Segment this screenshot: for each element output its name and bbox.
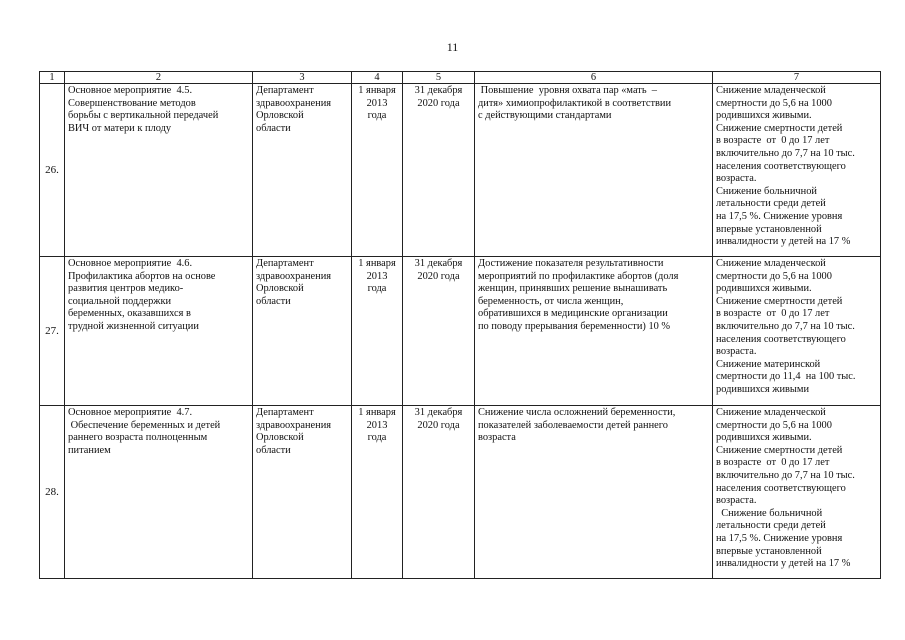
event-line: Совершенствование методов [68,97,196,109]
indicator-line: Снижение младенческой [716,407,826,418]
result-line: дитя» химиопрофилактикой в соответствии [478,97,672,109]
end-line: 2020 года [417,419,460,431]
event-line: социальной поддержки [68,295,172,307]
indicator-line: Снижение больничной [716,507,823,519]
end-line: 31 декабря [414,258,463,269]
indicator-line: родившихся живыми. [716,283,812,295]
indicator-line: Снижение смертности детей [716,444,843,456]
end-line: 2020 года [417,97,460,109]
executor-line: здравоохранения [256,270,332,282]
result-cell [475,406,713,579]
indicator-line: родившихся живыми. [716,110,812,122]
result-line: Повышение уровня охвата пар «мать – [478,85,657,96]
result-line: с действующими стандартами [478,110,612,122]
start-date-cell [352,257,403,406]
result-line: Достижение показателя результативности [478,258,664,269]
indicator-line: включительно до 7,7 на 10 тыс. [716,320,855,332]
event-line: Основное мероприятие 4.5. [68,85,193,96]
indicators-cell [713,406,881,579]
indicator-line: впервые установленной [716,223,822,235]
executor-line: Орловской [256,110,304,122]
indicator-line: Снижение младенческой [716,85,826,96]
executor-line: Департамент [256,258,314,269]
header-cell: 1 [40,72,65,84]
indicator-line: включительно до 7,7 на 10 тыс. [716,469,855,481]
indicators-cell [713,84,881,257]
result-cell [475,84,713,257]
indicator-line: на 17,5 %. Снижение уровня [716,210,843,222]
event-line: ВИЧ от матери к плоду [68,122,172,134]
header-row [40,72,881,84]
end-date-cell [403,406,475,579]
executor-line: Департамент [256,85,314,96]
indicator-line: родившихся живыми [716,383,810,395]
program-table [39,71,881,579]
indicator-line: включительно до 7,7 на 10 тыс. [716,147,855,159]
end-line: 31 декабря [414,407,463,418]
indicator-line: в возрасте от 0 до 17 лет [716,457,830,469]
indicator-line: населения соответствующего [716,160,846,172]
indicator-line: Снижение больничной [716,185,817,197]
row-number: 27. [40,257,65,406]
start-line: 2013 [366,97,388,109]
executor-cell [253,406,352,579]
indicator-line: возраста. [716,173,757,185]
executor-line: здравоохранения [256,97,332,109]
start-line: 1 января [358,258,396,269]
end-date-cell [403,257,475,406]
executor-line: Орловской [256,432,304,444]
header-cell: 7 [713,72,881,84]
result-cell [475,257,713,406]
header-cell: 5 [403,72,475,84]
indicator-line: смертности до 5,6 на 1000 [716,419,832,431]
executor-line: Орловской [256,283,304,295]
start-line: года [367,283,387,295]
result-line: женщин, принявших решение вынашивать [478,283,668,295]
end-line: 2020 года [417,270,460,282]
row-number: 26. [40,84,65,257]
event-line: развития центров медико- [68,283,184,295]
event-line: трудной жизненной ситуации [68,320,199,332]
indicator-line: летальности среди детей [716,198,826,210]
event-cell [65,406,253,579]
start-line: 1 января [358,407,396,418]
executor-line: области [256,122,291,134]
start-line: 2013 [366,270,388,282]
executor-cell [253,257,352,406]
event-line: Основное мероприятие 4.6. [68,258,193,269]
header-cell: 2 [65,72,253,84]
result-line: показателей заболеваемости детей раннего [478,419,668,431]
indicator-line: Снижение смертности детей [716,295,843,307]
indicator-line: населения соответствующего [716,333,846,345]
indicators-cell [713,257,881,406]
event-line: беременных, оказавшихся в [68,308,191,320]
event-line: раннего возраста полноценным [68,432,208,444]
table-row [40,406,881,579]
executor-line: Департамент [256,407,314,418]
event-cell [65,84,253,257]
indicator-line: населения соответствующего [716,482,846,494]
indicator-line: инвалидности у детей на 17 % [716,236,851,248]
start-line: года [367,110,387,122]
result-line: мероприятий по профилактике абортов (доля [478,270,679,282]
event-line: Основное мероприятие 4.7. [68,407,193,418]
row-number: 28. [40,406,65,579]
result-line: по поводу прерывания беременности) 10 % [478,320,671,332]
indicator-line: впервые установленной [716,545,822,557]
indicator-line: родившихся живыми. [716,432,812,444]
executor-line: здравоохранения [256,419,332,431]
start-line: 1 января [358,85,396,96]
start-date-cell [352,84,403,257]
indicator-line: смертности до 5,6 на 1000 [716,97,832,109]
end-line: 31 декабря [414,85,463,96]
indicator-line: возраста. [716,495,757,507]
event-line: Профилактика абортов на основе [68,270,216,282]
event-line: борьбы с вертикальной передачей [68,110,219,122]
event-cell [65,257,253,406]
executor-line: области [256,295,291,307]
page-number: 11 [446,40,459,54]
event-line: питанием [68,444,111,456]
start-date-cell [352,406,403,579]
event-line: Обеспечение беременных и детей [68,419,221,431]
indicator-line: возраста. [716,346,757,358]
indicator-line: Снижение смертности детей [716,122,843,134]
start-line: 2013 [366,419,388,431]
executor-cell [253,84,352,257]
indicator-line: в возрасте от 0 до 17 лет [716,135,830,147]
indicator-line: летальности среди детей [716,520,826,532]
header-cell: 3 [253,72,352,84]
result-line: беременность, от числа женщин, [478,295,624,307]
result-line: обратившихся в медицинские организации [478,308,668,320]
indicator-line: Снижение материнской [716,358,821,370]
result-line: Снижение числа осложнений беременности, [478,407,676,418]
indicator-line: Снижение младенческой [716,258,826,269]
end-date-cell [403,84,475,257]
executor-line: области [256,444,291,456]
table-row [40,84,881,257]
header-cell: 4 [352,72,403,84]
indicator-line: смертности до 5,6 на 1000 [716,270,832,282]
indicator-line: смертности до 11,4 на 100 тыс. [716,371,856,383]
header-cell: 6 [475,72,713,84]
indicator-line: в возрасте от 0 до 17 лет [716,308,830,320]
start-line: года [367,432,387,444]
indicator-line: инвалидности у детей на 17 % [716,558,851,570]
table-row [40,257,881,406]
indicator-line: на 17,5 %. Снижение уровня [716,532,843,544]
result-line: возраста [478,432,516,444]
